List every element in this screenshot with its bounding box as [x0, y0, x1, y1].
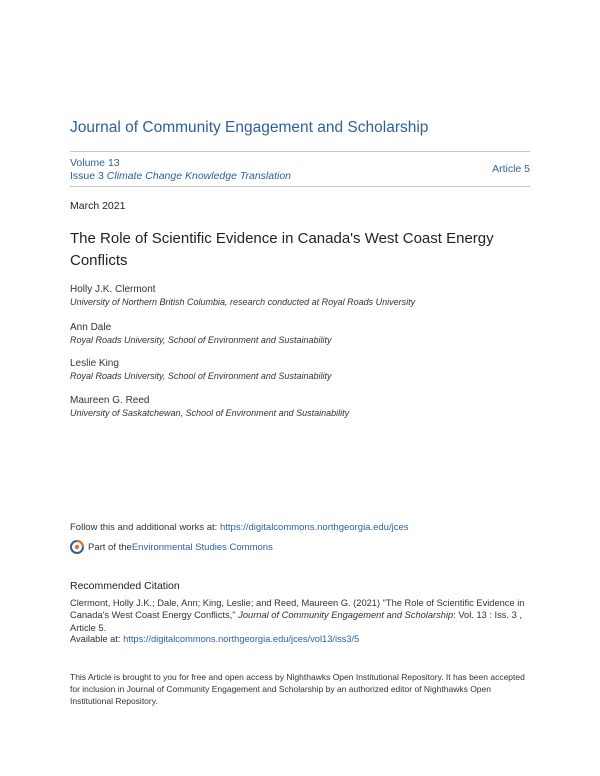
article-number-link[interactable]: Article 5: [492, 163, 530, 175]
article-title: The Role of Scientific Evidence in Canada's West Coast Energy Conflicts: [70, 230, 494, 269]
recommended-citation-heading: Recommended Citation: [70, 580, 180, 592]
part-of-line: [70, 540, 273, 554]
follow-line: [70, 522, 409, 533]
author-4: [70, 394, 349, 420]
issue-link[interactable]: [70, 170, 291, 183]
author-affiliation: University of Northern British Columbia, research conducted at Royal Roads University: [70, 297, 416, 307]
bottom-divider: [70, 186, 530, 187]
repository-notice: This Article is brought to you for free and open access by Nighthawks Open Institutional Repository. It has been accepted for inclusion in Journal of Community Engagement and Scholarship by an authorized editor of Nighthawks Open Institutional Repository.: [70, 672, 525, 706]
issue-prefix: Issue 3: [70, 170, 104, 182]
author-3: [70, 357, 331, 383]
author-affiliation: Royal Roads University, School of Environment and Sustainability: [70, 371, 332, 381]
author-affiliation: University of Saskatchewan, School of Environment and Sustainability: [70, 408, 350, 418]
issue-title: Climate Change Knowledge Translation: [106, 170, 292, 182]
author-1: [70, 283, 415, 309]
available-label: Available at:: [70, 634, 124, 644]
author-2: [70, 321, 331, 347]
article-url-link[interactable]: https://digitalcommons.northgeorgia.edu/jces/vol13/iss3/5: [123, 634, 360, 644]
follow-url-link[interactable]: https://digitalcommons.northgeorgia.edu/jces: [219, 522, 409, 533]
environmental-studies-commons-link[interactable]: Environmental Studies Commons: [131, 541, 273, 553]
author-name[interactable]: Ann Dale: [70, 322, 112, 333]
journal-title[interactable]: Journal of Community Engagement and Scholarship: [70, 119, 429, 136]
volume-issue-block: [70, 157, 291, 183]
citation-text: [70, 597, 532, 634]
available-at-line: [70, 634, 359, 644]
network-commons-icon: [70, 540, 84, 554]
author-name[interactable]: Leslie King: [70, 358, 119, 369]
author-name[interactable]: Holly J.K. Clermont: [70, 284, 156, 295]
author-name[interactable]: Maureen G. Reed: [70, 395, 150, 406]
volume-link[interactable]: Volume 13: [70, 157, 120, 169]
publication-date: March 2021: [70, 200, 126, 212]
citation-tail: : Vol. 13 : Iss. 3 , Article 5.: [70, 610, 522, 633]
author-affiliation: Royal Roads University, School of Environment and Sustainability: [70, 335, 332, 345]
part-of-text: Part of the: [88, 541, 132, 553]
citation-authors: Clermont, Holly J.K.; Dale, Ann; King, Leslie; and Reed, Maureen G. (2021) "The Role of Scientific Evidence in Canada's West Coast Energy Conflicts,": [70, 598, 525, 621]
citation-journal: Journal of Community Engagement and Scholarship: [238, 610, 454, 621]
follow-text: Follow this and additional works at:: [70, 522, 220, 533]
top-divider: [70, 151, 530, 152]
